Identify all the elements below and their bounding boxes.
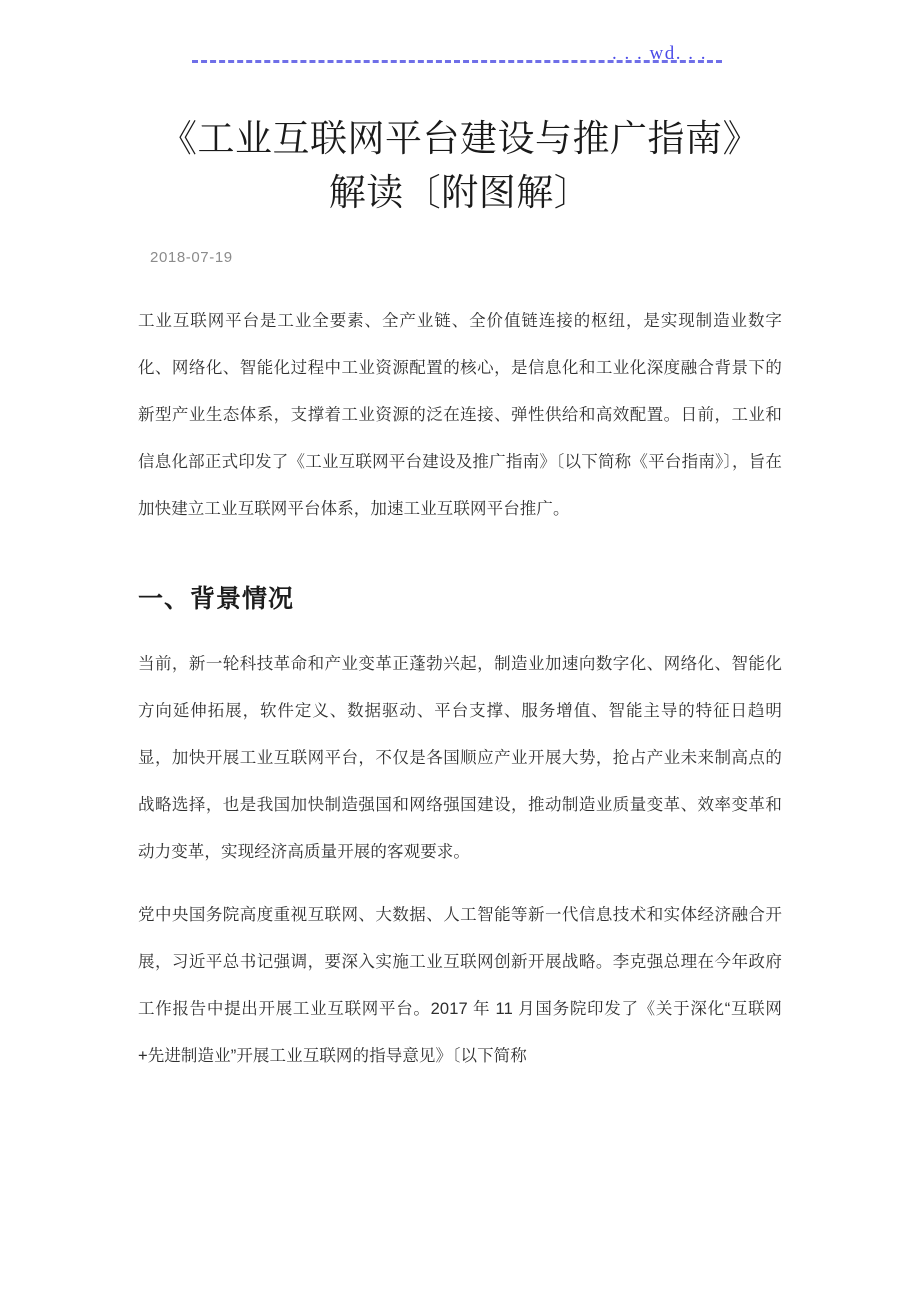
section-1-paragraph-1: 当前，新一轮科技革命和产业变革正蓬勃兴起，制造业加速向数字化、网络化、智能化方向延伸拓展，软件定义、数据驱动、平台支撑、服务增值、智能主导的特征日趋明显，加快开展工业互联网平台，不仅是各国顺应产业开展大势，抢占产业未来制高点的战略选择，也是我国加快制造强国和网络强国建设，推动制造业质量变革、效率变革和动力变革，实现经济高质量开展的客观要求。 (138, 655, 782, 861)
section-1-paragraph-2: 党中央国务院高度重视互联网、大数据、人工智能等新一代信息技术和实体经济融合开展，习近平总书记强调，要深入实施工业互联网创新开展战略。李克强总理在今年政府工作报告中提出开展工业互联网平台。2017 年 11 月国务院印发了《关于深化“互联网+先进制造业”开展工业互联网的指导意见》〔以下简称 (138, 906, 782, 1065)
publish-date: 2018-07-19 (150, 249, 233, 266)
intro-paragraph: 工业互联网平台是工业全要素、全产业链、全价值链连接的枢纽，是实现制造业数字化、网络化、智能化过程中工业资源配置的核心，是信息化和工业化深度融合背景下的新型产业生态体系，支撑着工业资源的泛在连接、弹性供给和高效配置。日前，工业和信息化部正式印发了《工业互联网平台建设及推广指南》〔以下简称《平台指南》〕，旨在加快建立工业互联网平台体系，加速工业互联网平台推广。 (138, 312, 782, 518)
page-title (138, 0, 782, 220)
page-title-line-2: 解读〔附图解〕 (328, 171, 592, 214)
section-heading-background: 一、背景情况 (138, 585, 295, 613)
header-watermark-text: . . . wd. . . (612, 43, 707, 64)
page-title-line-1: 《工业互联网平台建设与推广指南》 (160, 117, 760, 160)
document-body (138, 0, 782, 1080)
